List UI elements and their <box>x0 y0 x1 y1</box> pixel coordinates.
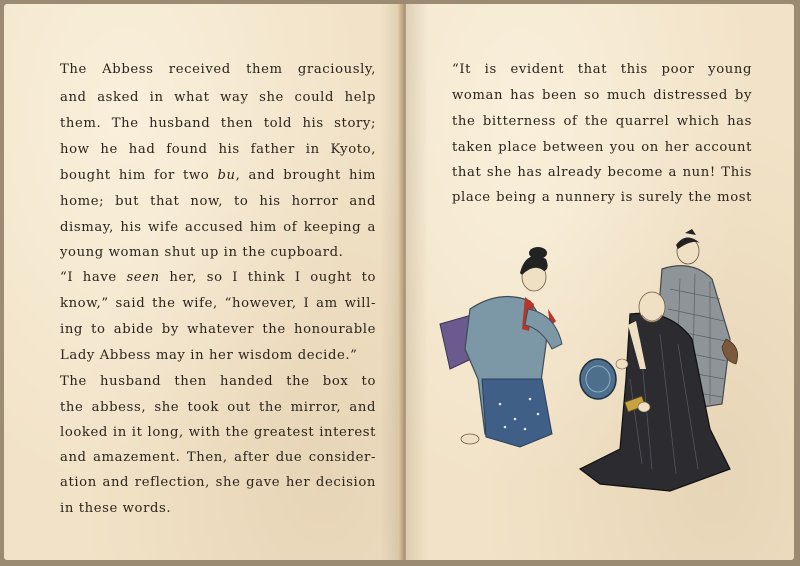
text-line: know,” said the wife, “however, I am will- <box>60 296 376 311</box>
text-line: young woman shut up in the cupboard. <box>60 245 344 260</box>
text-line: how he had found his father in Kyoto, <box>60 142 376 157</box>
text-line: place being a nunnery is surely the most <box>452 190 752 205</box>
text-line: the bitterness of the quarrel which has <box>452 114 752 129</box>
text-line: The husband then handed the box to <box>60 374 376 389</box>
italic-word: seen <box>126 270 160 285</box>
kneeling-woman-figure <box>440 247 562 447</box>
text-line: in these words. <box>60 501 172 516</box>
woodblock-illustration <box>430 229 750 499</box>
text-line: “It is evident that this poor young <box>452 62 752 77</box>
text-line: them. The husband then told his story; <box>60 116 376 131</box>
text-line: bought him for two bu, and brought him <box>60 168 376 183</box>
text-line: ing to abide by whatever the honourable <box>60 322 376 337</box>
text-line: taken place between you on her account <box>452 140 752 155</box>
text-line: and asked in what way she could help <box>60 90 376 105</box>
left-page <box>4 4 402 560</box>
text-line: and amazement. Then, after due consider- <box>60 450 376 465</box>
text-line: The Abbess received them graciously, <box>60 62 376 77</box>
text-line: woman has been so much distressed by <box>452 88 752 103</box>
italic-word: bu <box>217 168 236 183</box>
right-page <box>406 4 794 560</box>
text-line: the abbess, she took out the mirror, and <box>60 400 376 415</box>
text-line: dismay, his wife accused him of keeping a <box>60 220 376 235</box>
text-line: “I have seen her, so I think I ought to <box>60 270 377 285</box>
text-line: looked in it long, with the greatest interest <box>60 425 376 440</box>
text-line: home; but that now, to his horror and <box>60 194 376 209</box>
text-line: that she has already become a nun! This <box>452 165 752 180</box>
text-line: Lady Abbess may in her wisdom decide.” <box>60 348 358 363</box>
text-line: ation and reflection, she gave her decision <box>60 475 376 490</box>
